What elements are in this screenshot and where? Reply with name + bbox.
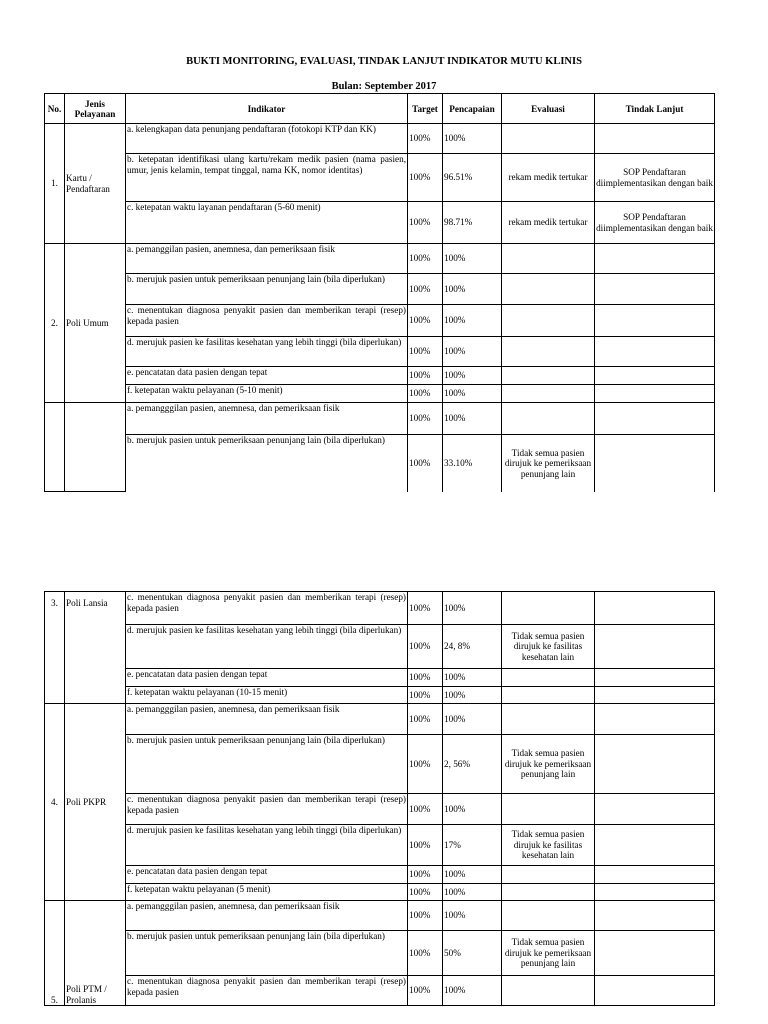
- row-number: 3.: [45, 592, 65, 704]
- indicator-cell: b. merujuk pasien untuk pemeriksaan penunjang lain (bila diperlukan): [126, 274, 408, 305]
- indicator-table-page-2: [44, 591, 715, 1006]
- achievement-cell: 100%: [443, 901, 502, 931]
- indicator-table-page-1: [44, 93, 715, 492]
- evaluation-cell: Tidak semua pasien dirujuk ke pemeriksaan penunjang lain: [502, 735, 595, 794]
- evaluation-cell: rekam medik tertukar: [502, 202, 595, 244]
- document-title: BUKTI MONITORING, EVALUASI, TINDAK LANJUT INDIKATOR MUTU KLINIS: [186, 56, 582, 67]
- achievement-cell: 100%: [443, 337, 502, 367]
- target-cell: 100%: [408, 403, 443, 435]
- indicator-cell: a. pemanggilan pasien, anemnesa, dan pemeriksaan fisik: [126, 244, 408, 274]
- target-cell: 100%: [408, 931, 443, 976]
- table-row: [45, 704, 715, 735]
- indicator-cell: a. kelengkapan data penunjang pendaftaran (fotokopi KTP dan KK): [126, 124, 408, 154]
- target-cell: 100%: [408, 305, 443, 337]
- evaluation-cell: Tidak semua pasien dirujuk ke pemeriksaan penunjang lain: [502, 435, 595, 492]
- table-row: [45, 592, 715, 625]
- row-number: 4.: [45, 704, 65, 901]
- follow-up-cell: [595, 124, 715, 154]
- achievement-cell: 96.51%: [443, 154, 502, 202]
- follow-up-cell: [595, 435, 715, 492]
- service-type: [65, 403, 126, 492]
- target-cell: 100%: [408, 625, 443, 669]
- indicator-cell: f. ketepatan waktu pelayanan (10-15 menit): [126, 687, 408, 704]
- evaluation-cell: [502, 704, 595, 735]
- indicator-cell: f. ketepatan waktu pelayanan (5-10 menit): [126, 385, 408, 403]
- evaluation-cell: [502, 592, 595, 625]
- achievement-cell: 17%: [443, 825, 502, 866]
- row-number: 2.: [45, 244, 65, 403]
- follow-up-cell: [595, 704, 715, 735]
- achievement-cell: 100%: [443, 385, 502, 403]
- indicator-cell: c. menentukan diagnosa penyakit pasien dan memberikan terapi (resep) kepada pasien: [126, 794, 408, 825]
- evaluation-cell: [502, 687, 595, 704]
- follow-up-cell: [595, 367, 715, 385]
- table-row: [45, 305, 715, 337]
- achievement-cell: 100%: [443, 794, 502, 825]
- service-type: Poli Umum: [65, 244, 126, 403]
- target-cell: 100%: [408, 124, 443, 154]
- target-cell: 100%: [408, 154, 443, 202]
- follow-up-cell: [595, 866, 715, 884]
- follow-up-cell: SOP Pendaftaran diimplementasikan dengan baik: [595, 154, 715, 202]
- follow-up-cell: [595, 687, 715, 704]
- table-row: [45, 435, 715, 492]
- achievement-cell: 33.10%: [443, 435, 502, 492]
- table-row: [45, 202, 715, 244]
- table-row: [45, 244, 715, 274]
- table-row: [45, 735, 715, 794]
- evaluation-cell: Tidak semua pasien dirujuk ke fasilitas kesehatan lain: [502, 825, 595, 866]
- table-row: [45, 687, 715, 704]
- table-row: [45, 385, 715, 403]
- indicator-cell: d. merujuk pasien ke fasilitas kesehatan yang lebih tinggi (bila diperlukan): [126, 825, 408, 866]
- table-row: [45, 154, 715, 202]
- follow-up-cell: [595, 244, 715, 274]
- indicator-cell: b. merujuk pasien untuk pemeriksaan penunjang lain (bila diperlukan): [126, 435, 408, 492]
- achievement-cell: 50%: [443, 931, 502, 976]
- achievement-cell: 24, 8%: [443, 625, 502, 669]
- service-type: Poli PKPR: [65, 704, 126, 901]
- indicator-cell: c. menentukan diagnosa penyakit pasien dan memberikan terapi (resep) kepada pasien: [126, 305, 408, 337]
- table-row: [45, 884, 715, 901]
- evaluation-cell: [502, 403, 595, 435]
- target-cell: 100%: [408, 274, 443, 305]
- evaluation-cell: [502, 274, 595, 305]
- evaluation-cell: [502, 976, 595, 1006]
- follow-up-cell: [595, 403, 715, 435]
- target-cell: 100%: [408, 669, 443, 687]
- service-type: Poli Lansia: [65, 592, 126, 704]
- achievement-cell: 100%: [443, 367, 502, 385]
- evaluation-cell: [502, 794, 595, 825]
- achievement-cell: 100%: [443, 866, 502, 884]
- target-cell: 100%: [408, 794, 443, 825]
- achievement-cell: 100%: [443, 592, 502, 625]
- achievement-cell: 2, 56%: [443, 735, 502, 794]
- target-cell: 100%: [408, 825, 443, 866]
- header-no: No.: [45, 94, 65, 124]
- achievement-cell: 100%: [443, 704, 502, 735]
- evaluation-cell: [502, 244, 595, 274]
- indicator-cell: c. ketepatan waktu layanan pendaftaran (5-60 menit): [126, 202, 408, 244]
- follow-up-cell: [595, 274, 715, 305]
- indicator-cell: c. menentukan diagnosa penyakit pasien dan memberikan terapi (resep) kepada pasien: [126, 592, 408, 625]
- evaluation-cell: [502, 305, 595, 337]
- table-row: [45, 625, 715, 669]
- evaluation-cell: [502, 124, 595, 154]
- evaluation-cell: Tidak semua pasien dirujuk ke fasilitas kesehatan lain: [502, 625, 595, 669]
- achievement-cell: 100%: [443, 669, 502, 687]
- table-row: [45, 976, 715, 1006]
- table-row: [45, 669, 715, 687]
- target-cell: 100%: [408, 866, 443, 884]
- row-number: 5.: [45, 901, 65, 1006]
- indicator-cell: b. merujuk pasien untuk pemeriksaan penunjang lain (bila diperlukan): [126, 735, 408, 794]
- indicator-cell: b. ketepatan identifikasi ulang kartu/rekam medik pasien (nama pasien, umur, jenis kelamin, tempat tinggal, nama KK, nomor identitas): [126, 154, 408, 202]
- header-pencapaian: Pencapaian: [443, 94, 502, 124]
- table-header-row: [45, 94, 715, 124]
- header-tindak-lanjut: Tindak Lanjut: [595, 94, 715, 124]
- follow-up-cell: [595, 385, 715, 403]
- service-type: Poli PTM / Prolanis: [65, 901, 126, 1006]
- follow-up-cell: [595, 976, 715, 1006]
- table-row: [45, 866, 715, 884]
- achievement-cell: 98.71%: [443, 202, 502, 244]
- follow-up-cell: [595, 794, 715, 825]
- table-row: [45, 901, 715, 931]
- target-cell: 100%: [408, 435, 443, 492]
- evaluation-cell: [502, 367, 595, 385]
- target-cell: 100%: [408, 884, 443, 901]
- evaluation-cell: [502, 884, 595, 901]
- header-target: Target: [408, 94, 443, 124]
- achievement-cell: 100%: [443, 403, 502, 435]
- follow-up-cell: [595, 337, 715, 367]
- achievement-cell: 100%: [443, 274, 502, 305]
- follow-up-cell: [595, 592, 715, 625]
- follow-up-cell: SOP Pendaftaran diimplementasikan dengan baik: [595, 202, 715, 244]
- table-row: [45, 367, 715, 385]
- target-cell: 100%: [408, 385, 443, 403]
- follow-up-cell: [595, 931, 715, 976]
- target-cell: 100%: [408, 687, 443, 704]
- evaluation-cell: Tidak semua pasien dirujuk ke pemeriksaan penunjang lain: [502, 931, 595, 976]
- service-type: Kartu / Pendaftaran: [65, 124, 126, 244]
- target-cell: 100%: [408, 337, 443, 367]
- target-cell: 100%: [408, 901, 443, 931]
- header-indikator: Indikator: [126, 94, 408, 124]
- indicator-cell: a. pemangggilan pasien, anemnesa, dan pemeriksaan fisik: [126, 704, 408, 735]
- target-cell: 100%: [408, 592, 443, 625]
- table-row: [45, 794, 715, 825]
- follow-up-cell: [595, 625, 715, 669]
- follow-up-cell: [595, 884, 715, 901]
- indicator-cell: c. menentukan diagnosa penyakit pasien dan memberikan terapi (resep) kepada pasien: [126, 976, 408, 1006]
- achievement-cell: 100%: [443, 687, 502, 704]
- achievement-cell: 100%: [443, 244, 502, 274]
- indicator-cell: a. pemangggilan pasien, anemnesa, dan pemeriksaan fisik: [126, 403, 408, 435]
- achievement-cell: 100%: [443, 124, 502, 154]
- table-row: [45, 274, 715, 305]
- table-row: [45, 403, 715, 435]
- indicator-cell: e. pencatatan data pasien dengan tepat: [126, 669, 408, 687]
- header-jenis-pelayanan: Jenis Pelayanan: [65, 94, 126, 124]
- header-evaluasi: Evaluasi: [502, 94, 595, 124]
- indicator-cell: d. merujuk pasien ke fasilitas kesehatan yang lebih tinggi (bila diperlukan): [126, 337, 408, 367]
- evaluation-cell: [502, 669, 595, 687]
- table-row: [45, 337, 715, 367]
- follow-up-cell: [595, 825, 715, 866]
- target-cell: 100%: [408, 976, 443, 1006]
- evaluation-cell: rekam medik tertukar: [502, 154, 595, 202]
- evaluation-cell: [502, 866, 595, 884]
- indicator-cell: f. ketepatan waktu pelayanan (5 menit): [126, 884, 408, 901]
- indicator-cell: e. pencatatan data pasien dengan tepat: [126, 367, 408, 385]
- follow-up-cell: [595, 901, 715, 931]
- follow-up-cell: [595, 735, 715, 794]
- target-cell: 100%: [408, 704, 443, 735]
- target-cell: 100%: [408, 202, 443, 244]
- indicator-cell: b. merujuk pasien untuk pemeriksaan penunjang lain (bila diperlukan): [126, 931, 408, 976]
- follow-up-cell: [595, 305, 715, 337]
- evaluation-cell: [502, 385, 595, 403]
- target-cell: 100%: [408, 244, 443, 274]
- indicator-cell: a. pemangggilan pasien, anemnesa, dan pemeriksaan fisik: [126, 901, 408, 931]
- row-number: 1.: [45, 124, 65, 244]
- target-cell: 100%: [408, 735, 443, 794]
- evaluation-cell: [502, 901, 595, 931]
- indicator-cell: e. pencatatan data pasien dengan tepat: [126, 866, 408, 884]
- evaluation-cell: [502, 337, 595, 367]
- document-subtitle: Bulan: September 2017: [331, 81, 437, 92]
- achievement-cell: 100%: [443, 884, 502, 901]
- achievement-cell: 100%: [443, 976, 502, 1006]
- table-row: [45, 124, 715, 154]
- target-cell: 100%: [408, 367, 443, 385]
- achievement-cell: 100%: [443, 305, 502, 337]
- indicator-cell: d. merujuk pasien ke fasilitas kesehatan yang lebih tinggi (bila diperlukan): [126, 625, 408, 669]
- follow-up-cell: [595, 669, 715, 687]
- table-row: [45, 825, 715, 866]
- table-row: [45, 931, 715, 976]
- row-number: [45, 403, 65, 492]
